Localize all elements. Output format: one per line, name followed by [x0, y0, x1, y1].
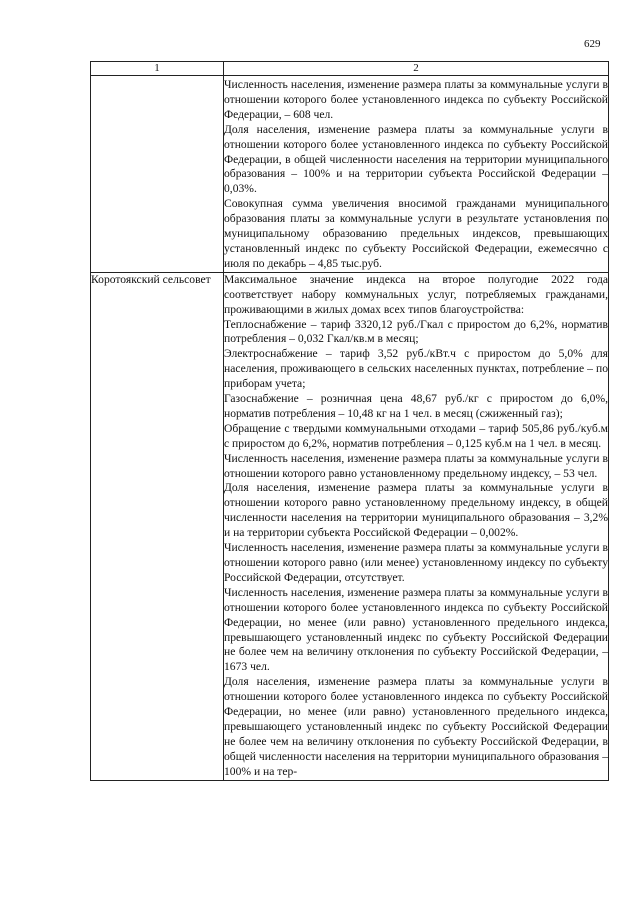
table-header-row [91, 62, 609, 76]
row-label [91, 76, 224, 273]
row-label: Коротоякский сельсовет [91, 272, 224, 780]
paragraph: Газоснабжение – розничная цена 48,67 руб./кг с приростом до 6,0%, норматив потребления – 10,48 кг на 1 чел. в месяц (сжиженный газ); [224, 392, 608, 420]
paragraph: Обращение с твердыми коммунальными отходами – тариф 505,86 руб./куб.м с приростом до 6,2%, норматив потребления – 0,125 куб.м на 1 чел. в месяц. [224, 421, 608, 450]
column-header-1: 1 [91, 62, 224, 76]
paragraph: Численность населения, изменение размера платы за коммунальные услуги в отношении которого более установленного индекса по субъекту Российской Федерации, – 608 чел. [224, 78, 608, 121]
page-number: 629 [584, 38, 601, 50]
paragraph: Численность населения, изменение размера платы за коммунальные услуги в отношении которого равно установленному предельному индексу, – 53 чел. [224, 451, 608, 480]
row-content [224, 76, 609, 273]
paragraph: Численность населения, изменение размера платы за коммунальные услуги в отношении которого равно (или менее) установленному индексу по субъекту Российской Федерации, отсутствует. [224, 541, 608, 584]
table-row [91, 76, 609, 273]
paragraph: Доля населения, изменение размера платы за коммунальные услуги в отношении которого более установленного индекса по субъекту Российской Федерации, в общей численности населения на территории муниципального образования – 100% и на территории субъекта Российской Федерации – 0,03%. [224, 122, 608, 196]
paragraph: Электроснабжение – тариф 3,52 руб./кВт.ч с приростом до 5,0% для населения, проживающего в сельских населенных пунктах, потребление – по приборам учета; [224, 347, 608, 391]
row-content [224, 272, 609, 780]
column-header-2: 2 [224, 62, 609, 76]
paragraph: Численность населения, изменение размера платы за коммунальные услуги в отношении которого более установленного индекса по субъекту Российской Федерации, но менее (или равно) установленного предельного индекса, превышающего установленный индекс по субъекту Российской Федерации не более чем на величину отклонения по субъекту Российской Федерации, – 1673 чел. [224, 585, 608, 674]
paragraph: Максимальное значение индекса на второе полугодие 2022 года соответствует набору коммунальных услуг, потребляемых гражданами, проживающими в жилых домах всех типов благоустройства: [224, 272, 608, 316]
paragraph: Теплоснабжение – тариф 3320,12 руб./Гкал с приростом до 6,2%, норматив потребления – 0,032 Гкал/кв.м в месяц; [224, 317, 608, 346]
paragraph: Совокупная сумма увеличения вносимой гражданами муниципального образования платы за коммунальные услуги в результате установления по муниципальному образованию предельных индексов, превышающих установленный индекс по субъекту Российской Федерации, ежемесячно с июля по декабрь – 4,85 тыс.руб. [224, 197, 608, 270]
table-row [91, 272, 609, 780]
document-table [90, 61, 609, 781]
paragraph: Доля населения, изменение размера платы за коммунальные услуги в отношении которого равно установленному предельному индексу, в общей численности населения на территории муниципального образования – 3,2% и на территории субъекта Российской Федерации – 0,002%. [224, 481, 608, 540]
paragraph: Доля населения, изменение размера платы за коммунальные услуги в отношении которого более установленного индекса по субъекту Российской Федерации, но менее (или равно) установленного предельного индекса, превышающего установленный индекс по субъекту Российской Федерации не более чем на величину отклонения по субъекту Российской Федерации, в общей численности населения на территории муниципального образования – 100% и на тер- [224, 675, 608, 778]
